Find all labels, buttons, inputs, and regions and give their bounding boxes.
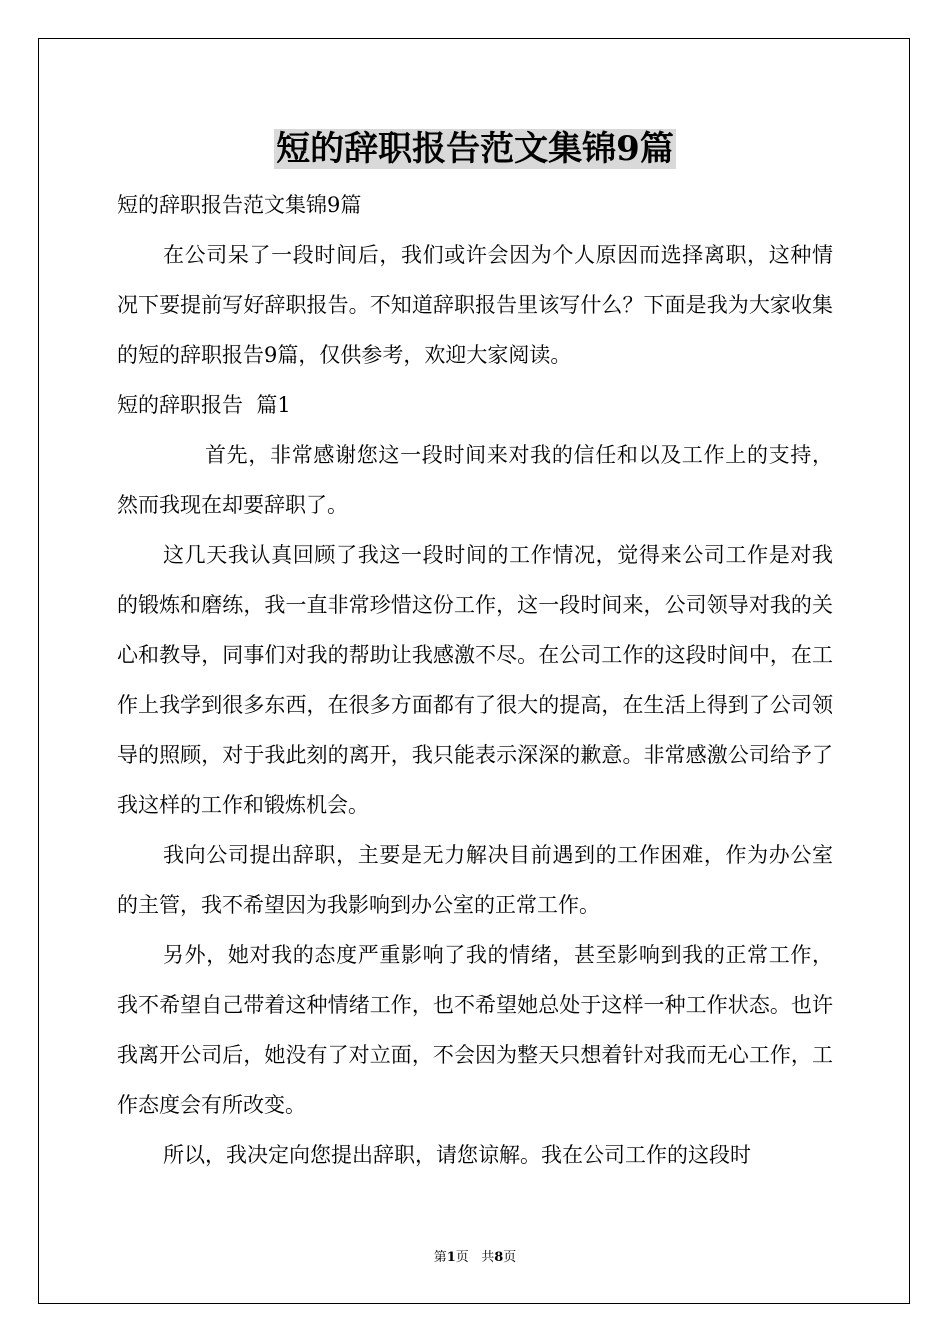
intro-paragraph: 在公司呆了一段时间后，我们或许会因为个人原因而选择离职，这种情况下要提前写好辞职报告。不知道辞职报告里该写什么？下面是我为大家收集的短的辞职报告9篇，仅供参考，欢迎大家阅读。 xyxy=(117,243,833,367)
document-body xyxy=(117,120,833,1180)
document-title xyxy=(117,120,833,178)
page-suffix: 页 xyxy=(503,1250,517,1265)
total-page-number: 8 xyxy=(494,1250,504,1265)
body-paragraph: 我向公司提出辞职，主要是无力解决目前遇到的工作困难，作为办公室的主管，我不希望因为我影响到办公室的正常工作。 xyxy=(117,843,833,917)
page-prefix: 第 xyxy=(433,1250,447,1265)
title-highlight: 短的辞职报告范文集锦9篇 xyxy=(276,129,674,169)
section-heading: 短的辞职报告 篇1 xyxy=(117,393,291,417)
current-page-number: 1 xyxy=(446,1250,456,1265)
page-footer xyxy=(0,1246,950,1265)
body-paragraph: 另外，她对我的态度严重影响了我的情绪，甚至影响到我的正常工作，我不希望自己带着这种情绪工作，也不希望她总处于这样一种工作状态。也许我离开公司后，她没有了对立面，不会因为整天只想着针对我而无心工作，工作态度会有所改变。 xyxy=(117,943,833,1117)
body-paragraph: 首先，非常感谢您这一段时间来对我的信任和以及工作上的支持，然而我现在却要辞职了。 xyxy=(117,443,833,517)
page-mid: 页 共 xyxy=(455,1250,495,1265)
body-paragraph: 这几天我认真回顾了我这一段时间的工作情况，觉得来公司工作是对我的锻炼和磨练，我一直非常珍惜这份工作，这一段时间来，公司领导对我的关心和教导，同事们对我的帮助让我感激不尽。在公司工作的这段时间中，在工作上我学到很多东西，在很多方面都有了很大的提高，在生活上得到了公司领导的照顾，对于我此刻的离开，我只能表示深深的歉意。非常感激公司给予了我这样的工作和锻炼机会。 xyxy=(117,543,833,817)
document-subtitle: 短的辞职报告范文集锦9篇 xyxy=(117,193,362,217)
body-paragraph: 所以，我决定向您提出辞职，请您谅解。我在公司工作的这段时 xyxy=(163,1143,751,1167)
